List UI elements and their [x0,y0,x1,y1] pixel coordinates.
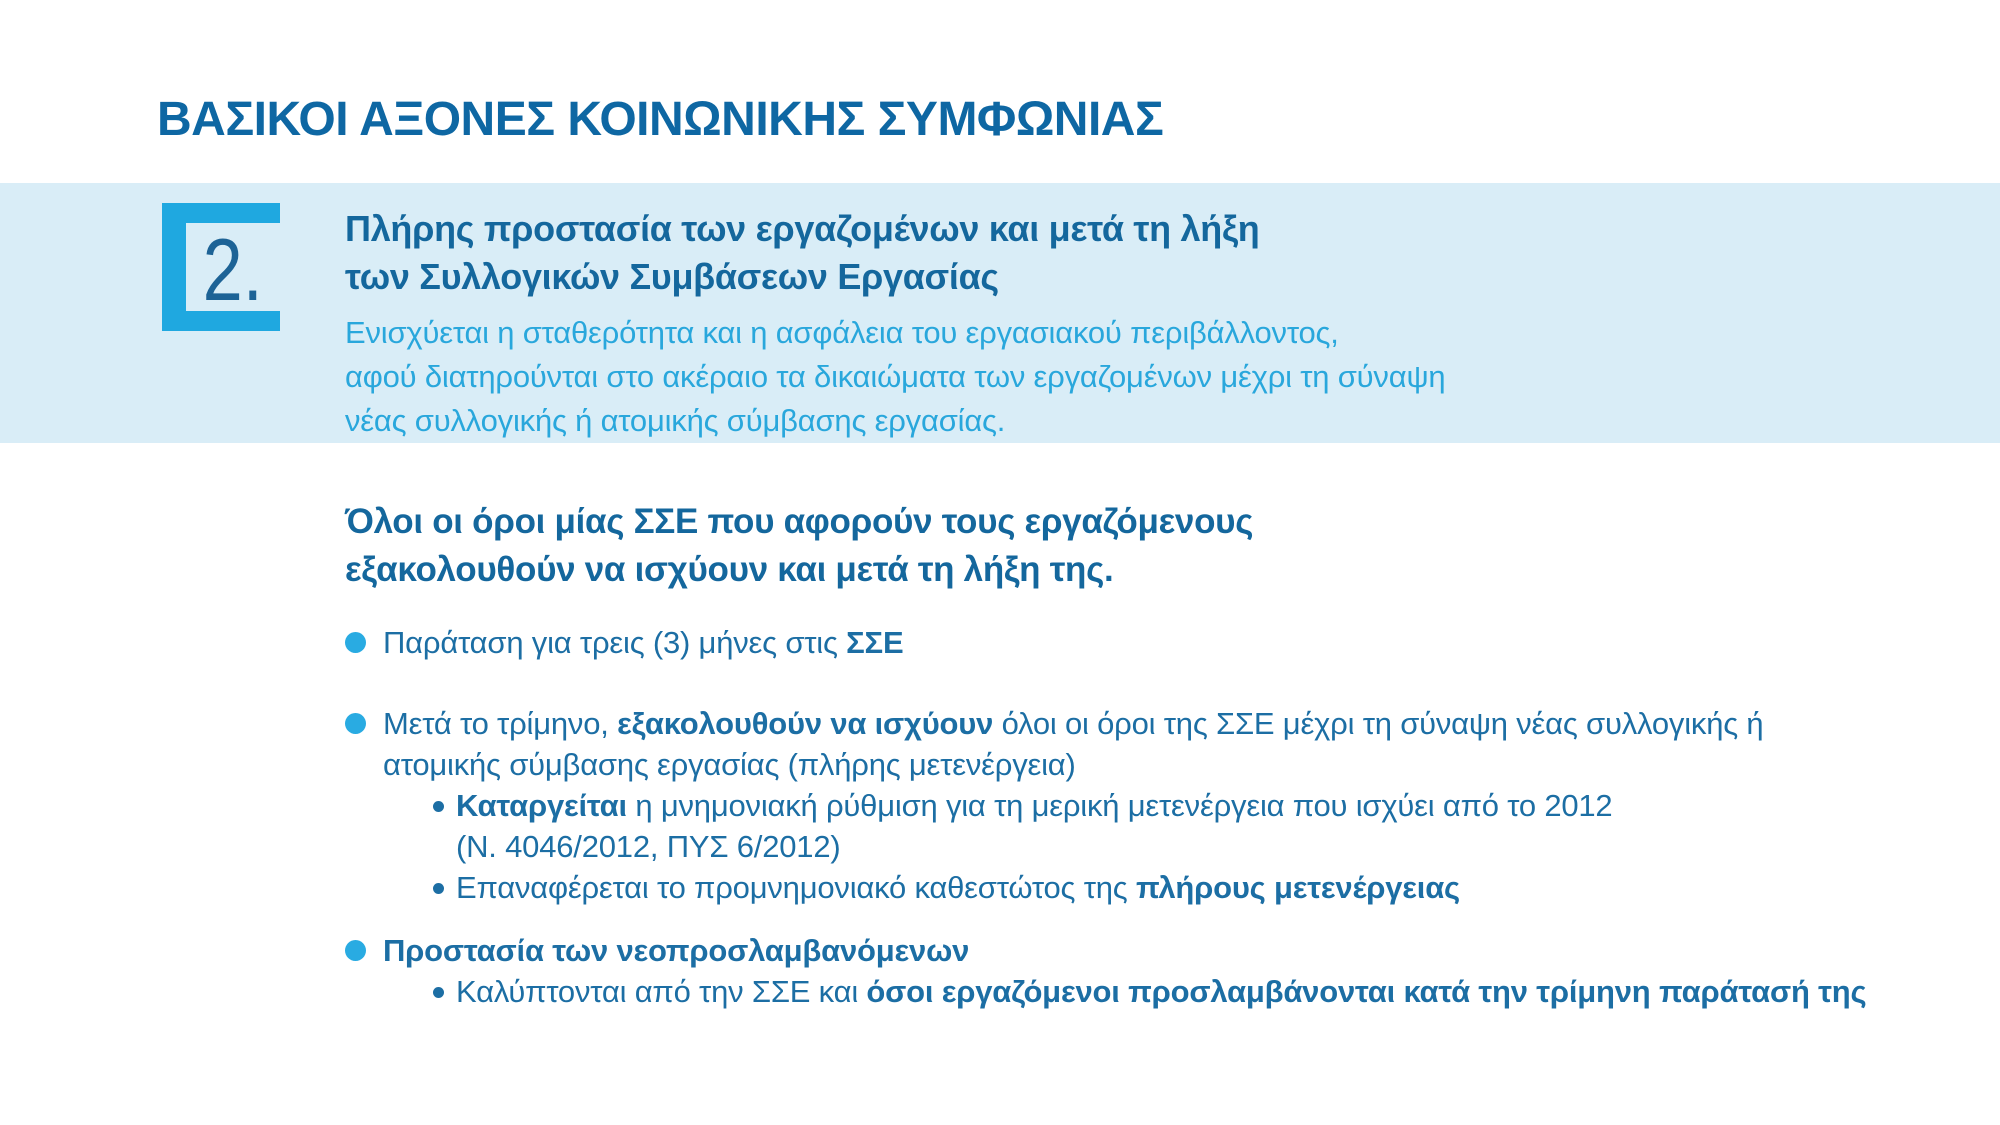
bullet-text: Καταργείται η μνημονιακή ρύθμιση για τη μερική μετενέργεια που ισχύει από το 2012 [456,788,1613,823]
bullet-text: Επαναφέρεται το προμνημονιακό καθεστώτος της πλήρους μετενέργειας [456,870,1460,905]
bullet-text: Παράταση για τρεις (3) μήνες στις ΣΣΕ [383,625,904,660]
banner-description-line: αφού διατηρούνται στο ακέραιο τα δικαιώματα των εργαζομένων μέχρι τη σύναψη [345,359,1446,394]
section-number: 2. [202,220,264,319]
banner-description [345,311,1960,443]
bullet-text: (Ν. 4046/2012, ΠΥΣ 6/2012) [456,829,841,864]
bullet-list [345,622,1970,1012]
body-heading-line: Όλοι οι όροι μίας ΣΣΕ που αφορούν τους εργαζόμενους [345,502,1254,541]
bullet-text: ατομικής σύμβασης εργασίας (πλήρης μετενέργεια) [383,747,1076,782]
banner-heading-line: των Συλλογικών Συμβάσεων Εργασίας [345,256,999,297]
sub-bullet-icon [433,801,444,812]
bullet-icon [345,940,366,961]
bullet-text: Μετά το τρίμηνο, εξακολουθούν να ισχύουν όλοι οι όροι της ΣΣΕ μέχρι τη σύναψη νέας συλλογικής ή [383,706,1764,741]
bullet-item [345,622,1970,663]
banner-text [345,205,1960,443]
body-heading-line: εξακολουθούν να ισχύουν και μετά τη λήξη της. [345,550,1114,589]
sub-bullet-icon [433,987,444,998]
section-banner [0,183,2000,443]
banner-heading [345,205,1960,301]
section-number-badge [162,203,280,331]
sub-bullet-item [433,785,1970,867]
bullet-text: Καλύπτονται από την ΣΣΕ και όσοι εργαζόμενοι προσλαμβάνονται κατά την τρίμηνη παράτασή της [456,974,1867,1009]
bullet-item [345,930,1970,971]
bullet-text: Προστασία των νεοπροσλαμβανόμενων [383,933,970,968]
bullet-icon [345,713,366,734]
sub-bullet-item [433,971,1970,1012]
banner-description-line: νέας συλλογικής ή ατομικής σύμβασης εργασίας. [345,403,1006,438]
sub-bullet-icon [433,883,444,894]
bullet-item [345,703,1970,785]
page-title: ΒΑΣΙΚΟΙ ΑΞΟΝΕΣ ΚΟΙΝΩΝΙΚΗΣ ΣΥΜΦΩΝΙΑΣ [157,93,1164,146]
banner-heading-line: Πλήρης προστασία των εργαζομένων και μετά τη λήξη [345,208,1260,249]
banner-description-line: Ενισχύεται η σταθερότητα και η ασφάλεια του εργασιακού περιβάλλοντος, [345,315,1339,350]
body-heading [345,498,1253,594]
bullet-icon [345,632,366,653]
sub-bullet-item [433,867,1970,908]
